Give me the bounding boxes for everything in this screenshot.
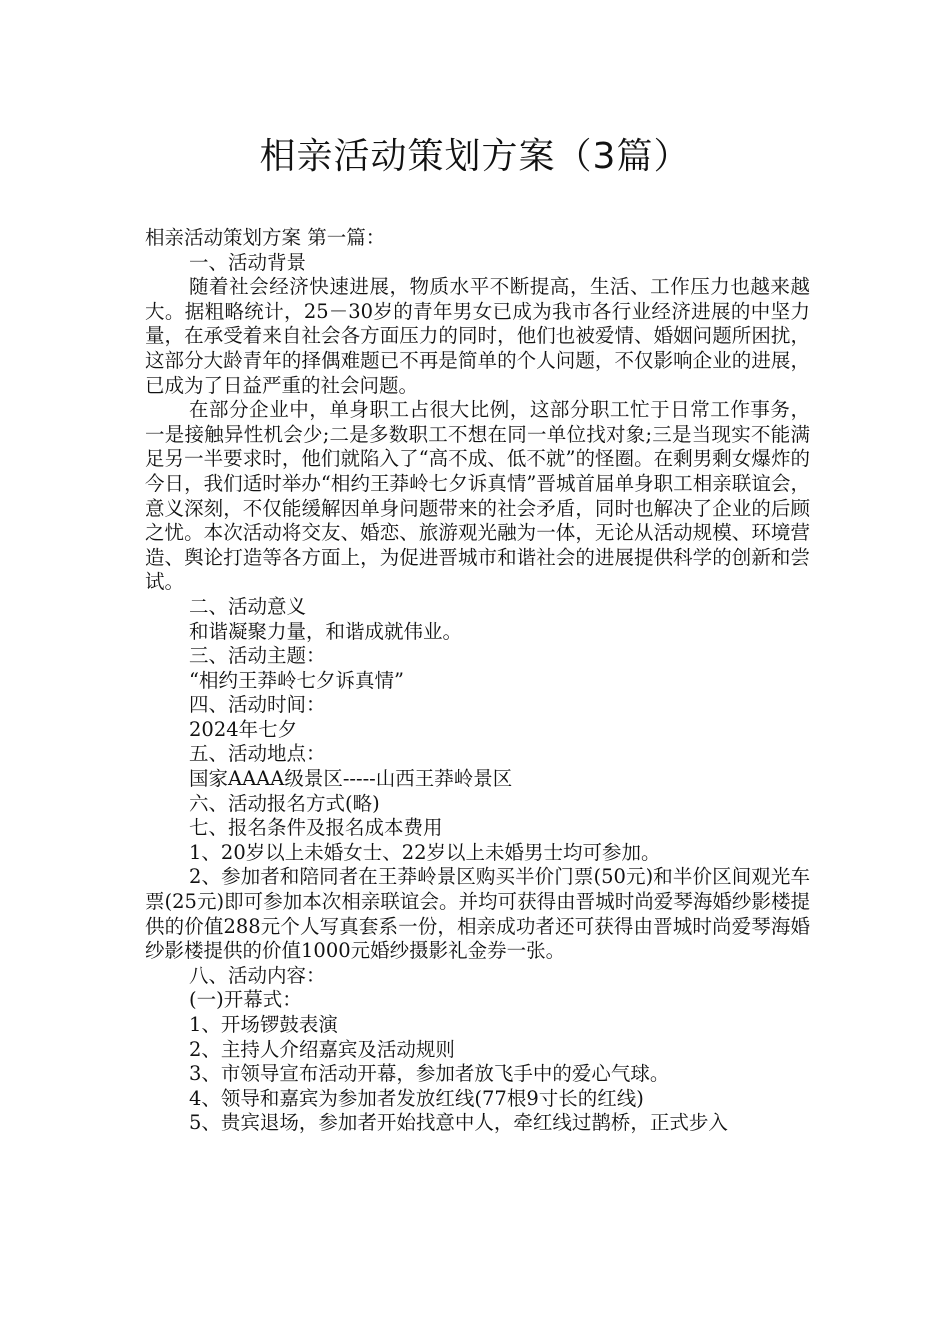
paragraph: 1、20岁以上未婚女士、22岁以上未婚男士均可参加。 <box>189 840 661 864</box>
paragraph: 和谐凝聚力量，和谐成就伟业。 <box>189 619 463 643</box>
paragraph: “相约王莽岭七夕诉真情” <box>189 668 404 692</box>
paragraph: 2、主持人介绍嘉宾及活动规则 <box>189 1037 455 1061</box>
paragraph: 4、领导和嘉宾为参加者发放红线(77根9寸长的红线) <box>189 1086 644 1110</box>
paragraph: 5、贵宾退场，参加者开始找意中人，牵红线过鹊桥，正式步入 <box>189 1111 728 1135</box>
document-title: 相亲活动策划方案（3篇） <box>259 136 691 177</box>
paragraph: 国家AAAA级景区-----山西王莽岭景区 <box>189 767 513 791</box>
paragraph: 相亲活动策划方案 第一篇： <box>145 226 386 249</box>
paragraph: 四、活动时间： <box>189 693 326 717</box>
paragraph: 二、活动意义 <box>189 594 307 618</box>
paragraph: 3、市领导宣布活动开幕，参加者放飞手中的爱心气球。 <box>189 1062 670 1086</box>
paragraph: 在部分企业中，单身职工占很大比例，这部分职工忙于日常工作事务，一是接触异性机会少;二是多数职工不想在同一单位找对象;三是当现实不能满足另一半要求时，他们就陷入了“高不成、低不就”的怪圈。在剩男剩女爆炸的今日，我们适时举办“相约王莽岭七夕诉真情”晋城首届单身职工相亲联谊会，意义深刻，不仅能缓解因单身问题带来的社会矛盾，同时也解决了企业的后顾之忧。本次活动将交友、婚恋、旅游观光融为一体，无论从活动规模、环境营造、舆论打造等各方面上，为促进晋城市和谐社会的进展提供科学的创新和尝试。 <box>145 398 810 594</box>
paragraph: 一、活动背景 <box>189 250 307 274</box>
paragraph: 六、活动报名方式(略) <box>189 791 380 815</box>
paragraph: 八、活动内容： <box>189 963 326 987</box>
paragraph: 1、开场锣鼓表演 <box>189 1013 338 1036</box>
document-body <box>145 226 810 1136</box>
paragraph: 五、活动地点： <box>189 742 326 766</box>
paragraph: 随着社会经济快速进展，物质水平不断提高，生活、工作压力也越来越大。据粗略统计，25－30岁的青年男女已成为我市各行业经济进展的中坚力量，在承受着来自社会各方面压力的同时，他们也被爱情、婚姻问题所困扰，这部分大龄青年的择偶难题已不再是简单的个人问题，不仅影响企业的进展，已成为了日益严重的社会问题。 <box>145 275 810 397</box>
paragraph: 2、参加者和陪同者在王莽岭景区购买半价门票(50元)和半价区间观光车票(25元)即可参加本次相亲联谊会。并均可获得由晋城时尚爱琴海婚纱影楼提供的价值288元个人写真套系一份，相亲成功者还可获得由晋城时尚爱琴海婚纱影楼提供的价值1000元婚纱摄影礼金券一张。 <box>145 865 810 963</box>
paragraph: 2024年七夕 <box>189 717 298 741</box>
paragraph: 三、活动主题： <box>189 644 326 668</box>
paragraph: (一)开幕式： <box>189 988 302 1012</box>
paragraph: 七、报名条件及报名成本费用 <box>189 816 443 840</box>
